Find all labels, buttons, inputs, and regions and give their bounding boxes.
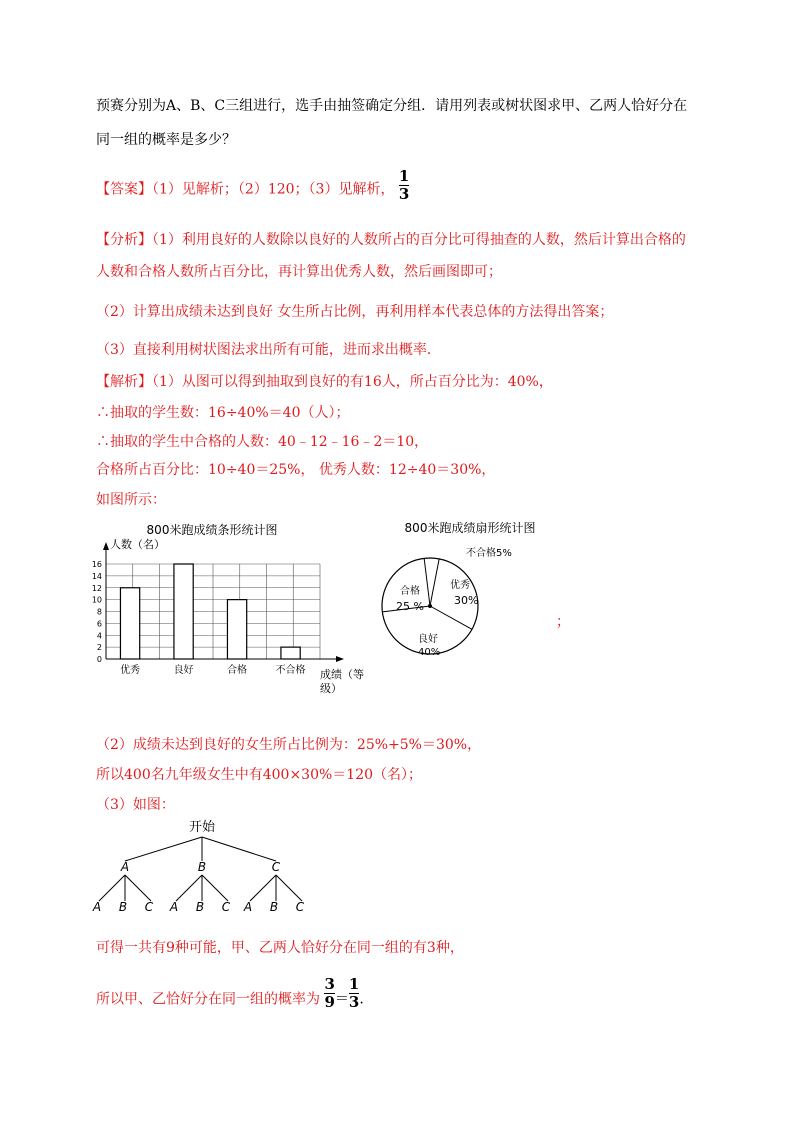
part3-line-3	[96, 975, 364, 1017]
x-category-label: 良好	[173, 665, 194, 676]
bar-yticks	[92, 560, 102, 664]
analysis-line-4: （3）直接利用树状图法求出所有可能，进而求出概率．	[96, 342, 441, 358]
y-tick-label: 10	[92, 595, 102, 605]
tree-node-l2: C	[221, 900, 231, 914]
y-tick-label: 0	[96, 655, 102, 664]
pie-label-youxiu-pct: 30%	[454, 594, 479, 607]
x-axis-arrow	[336, 656, 344, 662]
tree-node-l2: B	[269, 900, 279, 914]
part3-line-1: （3）如图：	[96, 797, 175, 813]
tree-root: 开始	[188, 820, 216, 835]
tree-branch	[99, 875, 125, 901]
bar-0	[120, 588, 139, 659]
bar-1	[174, 564, 193, 659]
x-category-label: 合格	[227, 665, 248, 676]
pie-center	[428, 604, 432, 608]
answer-frac-den: 3	[398, 185, 410, 203]
tree-branch	[276, 875, 302, 901]
tree-node-l1: A	[120, 860, 130, 874]
solution-line-1	[96, 372, 553, 392]
tree-node-l2: A	[243, 900, 253, 914]
y-tick-label: 16	[92, 560, 102, 569]
bar-2	[227, 600, 246, 659]
tree-node-l1: B	[197, 860, 207, 874]
prob-fraction-1	[324, 976, 334, 1011]
tree-node-l2: B	[195, 900, 205, 914]
solution-line-2: ∴抽取的学生数：16÷40%＝40（人）；	[96, 405, 350, 421]
pie-label-hege-pct: 25 %	[396, 600, 424, 613]
answer-fraction	[399, 168, 409, 203]
bar-chart-xlabel-1: 成绩（等	[320, 668, 364, 681]
part2-line-2: 所以400名九年级女生中有400×30%＝120（名）；	[96, 767, 423, 783]
bar-chart	[92, 518, 382, 698]
answer-text: （1）见解析；（2）120；（3）见解析，	[152, 181, 395, 198]
bar-chart-xlabel-2: 级）	[320, 682, 342, 695]
equals-sign: ＝	[334, 991, 349, 1008]
x-category-label: 不合格	[275, 665, 306, 676]
tree-node-l2: C	[144, 900, 154, 914]
part3-line-2: 可得一共有9种可能，甲、乙两人恰好分在同一组的有3种，	[96, 940, 464, 956]
solution-label: 【解析】	[96, 374, 152, 390]
bar-categories	[120, 663, 306, 676]
answer-frac-num: 1	[398, 167, 410, 185]
intro-line-1: 预赛分别为A、B、C三组进行，选手由抽签确定分组．请用列表或树状图求甲、乙两人恰好分在	[96, 98, 688, 114]
tree-node-l1: C	[271, 860, 281, 874]
pie-label-youxiu: 优秀	[450, 580, 470, 591]
x-category-label: 优秀	[120, 665, 141, 676]
tree-branch	[202, 837, 276, 861]
prob-frac-1-den: 9	[324, 993, 335, 1011]
solution-line-4: 合格所占百分比：10÷40＝25%， 优秀人数：12÷40＝30%，	[96, 462, 496, 478]
pie-label-hege: 合格	[400, 586, 420, 597]
pie-chart-title: 800米跑成绩扇形统计图	[404, 521, 536, 535]
pie-label-lianghao: 良好	[418, 634, 438, 645]
part2-line-1: （2）成绩未达到良好的女生所占比例为：25%+5%＝30%，	[96, 737, 482, 753]
bar-3	[281, 647, 300, 659]
tree-node-l2: A	[92, 900, 102, 914]
bar-chart-ylabel: 人数（名）	[110, 538, 165, 551]
tree-level-2	[92, 900, 305, 914]
tree-node-l2: C	[295, 900, 305, 914]
analysis-line-1	[96, 230, 686, 250]
tree-diagram	[90, 815, 330, 925]
y-tick-label: 6	[96, 619, 102, 629]
tree-branch	[202, 875, 228, 901]
answer-line	[96, 167, 410, 207]
analysis-text-1: （1）利用良好的人数除以良好的人数所占的百分比可得抽查的人数，然后计算出合格的	[152, 232, 686, 248]
pie-suffix: ；	[556, 614, 570, 630]
bar-chart-title: 800米跑成绩条形统计图	[146, 523, 278, 537]
analysis-line-3: （2）计算出成绩未达到良好 女生所占比例，再利用样本代表总体的方法得出答案；	[96, 304, 614, 320]
y-tick-label: 4	[96, 631, 102, 641]
period: .	[359, 991, 364, 1008]
analysis-line-2: 人数和合格人数所占百分比，再计算出优秀人数，然后画图即可；	[96, 264, 502, 280]
tree-branch	[125, 875, 151, 901]
solution-text-1: （1）从图可以得到抽取到良好的有16人，所占百分比为：40%，	[152, 374, 553, 390]
tree-branch	[176, 875, 202, 901]
y-axis-arrow	[103, 542, 109, 550]
tree-branch	[125, 837, 202, 861]
y-tick-label: 8	[96, 607, 102, 617]
intro-line-2: 同一组的概率是多少？	[96, 132, 236, 148]
tree-branch	[250, 875, 276, 901]
solution-line-3: ∴抽取的学生中合格的人数：40﹣12﹣16﹣2＝10，	[96, 434, 429, 450]
y-tick-label: 14	[92, 571, 102, 581]
part3-prefix: 所以甲、乙恰好分在同一组的概率为	[96, 991, 320, 1008]
y-tick-label: 12	[92, 583, 102, 593]
solution-line-5: 如图所示：	[96, 492, 166, 508]
pie-chart	[378, 518, 578, 663]
prob-frac-1-num: 3	[324, 975, 335, 993]
analysis-label: 【分析】	[96, 232, 152, 248]
prob-frac-2-den: 3	[348, 993, 360, 1011]
tree-node-l2: B	[118, 900, 128, 914]
y-tick-label: 2	[96, 643, 102, 653]
pie-label-lianghao-pct: 40%	[418, 647, 441, 658]
prob-frac-2-num: 1	[348, 975, 360, 993]
prob-fraction-2	[349, 976, 359, 1011]
tree-level-1	[120, 860, 281, 874]
answer-label: 【答案】	[96, 181, 152, 198]
pie-label-bu-hege: 不合格5%	[466, 548, 512, 559]
tree-node-l2: A	[169, 900, 179, 914]
